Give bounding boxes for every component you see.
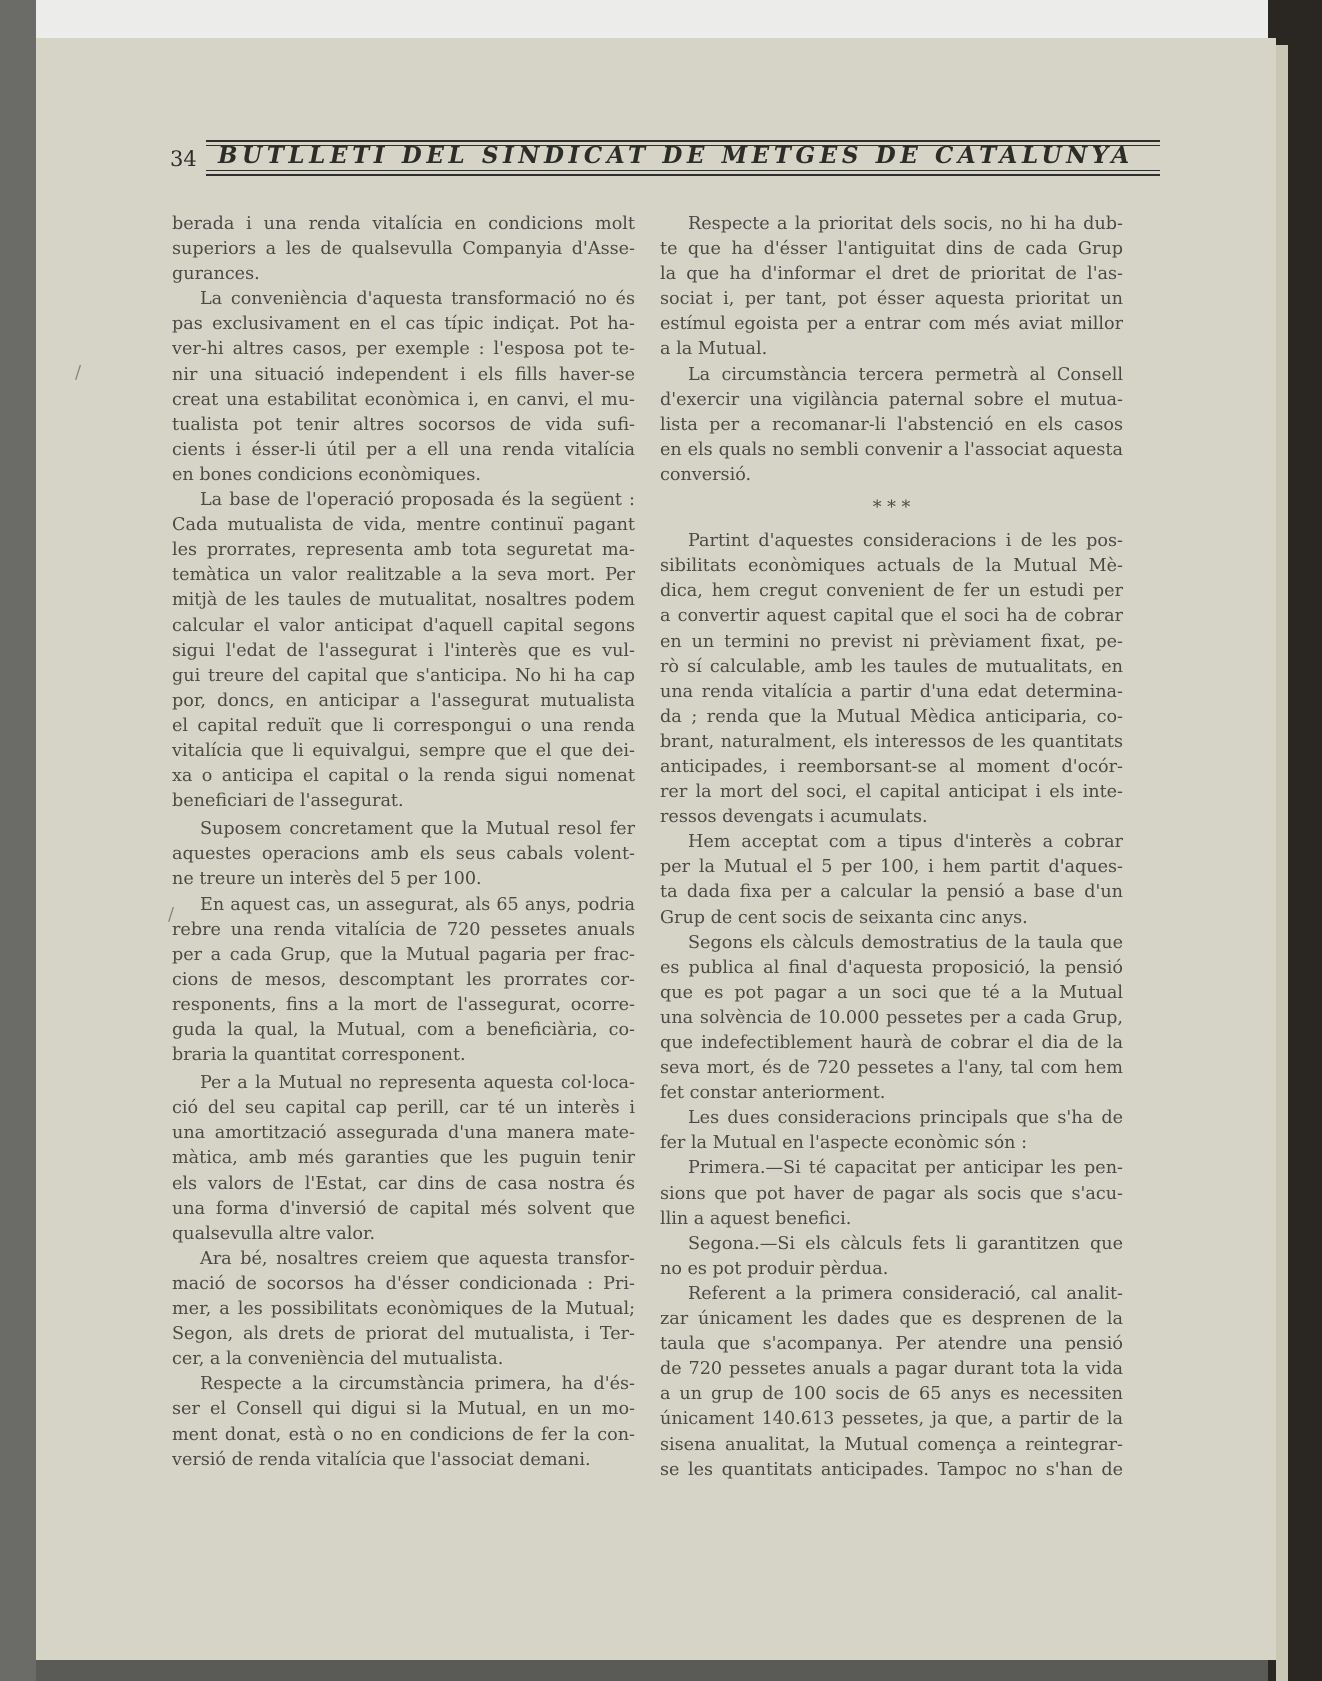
scan-left-margin xyxy=(0,0,36,1681)
text-line: de 720 pessetes anuals a pagar durant tota la vida xyxy=(660,1359,1123,1380)
text-line: Respecte a la prioritat dels socis, no hi ha dub- xyxy=(688,214,1123,234)
text-line: aquestes operacions amb els seus cabals volent- xyxy=(172,844,635,865)
text-line: ressos devengats i acumulats. xyxy=(660,807,928,828)
text-line: per a cada Grup, que la Mutual pagaria per frac- xyxy=(172,944,635,965)
text-line: per la Mutual el 5 per 100, i hem partit d'aques- xyxy=(660,857,1123,878)
text-line: Referent a la primera consideració, cal analit- xyxy=(688,1283,1123,1304)
text-line: que es pot pagar a un soci que té a la Mutual xyxy=(660,982,1123,1003)
text-line: responents, fins a la mort de l'assegurat, ocorre- xyxy=(172,994,635,1015)
text-line: zar únicament les dades que es desprenen de la xyxy=(660,1309,1123,1330)
text-line: llin a aquest benefici. xyxy=(660,1208,852,1229)
text-line: Segon, als drets de priorat del mutualista, i Ter- xyxy=(172,1324,635,1345)
text-line: Grup de cent socis de seixanta cinc anys. xyxy=(660,907,1028,928)
text-line: La conveniència d'aquesta transformació no és xyxy=(200,289,635,310)
text-line: d'exercir una vigilància paternal sobre el mutua- xyxy=(660,389,1123,410)
text-line: sigui l'edat de l'assegurat i l'interès que es vul- xyxy=(172,640,635,661)
text-line: temàtica un valor realitzable a la seva mort. Per xyxy=(172,565,635,586)
text-line: Primera.—Si té capacitat per anticipar les pen- xyxy=(688,1158,1123,1179)
text-line: cer, a la conveniència del mutualista. xyxy=(172,1349,504,1370)
text-line: fet constar anteriorment. xyxy=(660,1083,886,1104)
text-line: una amortització assegurada d'una manera mate- xyxy=(172,1123,635,1144)
text-line: Segons els càlculs demostratius de la taula que xyxy=(688,932,1123,953)
text-line: Ara bé, nosaltres creiem que aquesta transfor- xyxy=(200,1248,635,1269)
text-line: fer la Mutual en l'aspecte econòmic són : xyxy=(660,1133,1028,1154)
text-line: ser el Consell qui digui si la Mutual, en un mo- xyxy=(172,1399,635,1420)
text-line: beneficiari de l'assegurat. xyxy=(172,791,404,812)
scan-top-margin xyxy=(0,0,1322,40)
text-line: únicament 140.613 pessetes, ja que, a partir de la xyxy=(660,1409,1123,1430)
text-line: sociat i, per tant, pot ésser aquesta prioritat un xyxy=(660,289,1123,310)
text-line: a la Mutual. xyxy=(660,339,768,360)
text-line: sisena anualitat, la Mutual comença a reintegrar- xyxy=(660,1434,1123,1455)
left-text-column xyxy=(172,212,635,1473)
text-line: Cada mutualista de vida, mentre continuï pagant xyxy=(172,515,635,536)
text-line: dica, hem cregut convenient de fer un estudi per xyxy=(660,581,1123,602)
text-line: ver-hi altres casos, per exemple : l'esposa pot te- xyxy=(172,339,635,360)
text-line: les prorrates, representa amb tota seguretat ma- xyxy=(172,540,635,561)
text-line: una renda vitalícia a partir d'una edat determina- xyxy=(660,681,1123,702)
text-line: berada i una renda vitalícia en condicions molt xyxy=(172,214,635,234)
text-line: braria la quantitat corresponent. xyxy=(172,1045,466,1066)
margin-pencil-mark: / xyxy=(168,904,175,925)
text-line: Per a la Mutual no representa aquesta col·loca- xyxy=(200,1073,635,1094)
text-line: se les quantitats anticipades. Tampoc no s'han de xyxy=(660,1459,1123,1480)
text-line: es publica al final d'aquesta proposició, la pensió xyxy=(660,957,1123,978)
text-line: mer, a les possibilitats econòmiques de la Mutual; xyxy=(172,1299,635,1320)
text-line: tualista pot tenir altres socorsos de vida sufi- xyxy=(172,414,635,435)
text-line: els valors de l'Estat, car dins de casa nostra és xyxy=(172,1173,635,1194)
text-line: cions de mesos, descomptant les prorrates cor- xyxy=(172,969,635,990)
header-bottom-rule-thin xyxy=(206,170,1160,171)
text-line: Suposem concretament que la Mutual resol fer xyxy=(200,819,635,840)
text-line: gurances. xyxy=(172,264,260,285)
text-line: sibilitats econòmiques actuals de la Mutual Mè- xyxy=(660,556,1123,577)
text-line: cients i ésser-li útil per a ell una renda vitalícia xyxy=(172,439,635,460)
text-line: en un termini no previst ni prèviament fixat, pe- xyxy=(660,631,1123,652)
text-line: qualsevulla altre valor. xyxy=(172,1223,376,1244)
text-line: a convertir aquest capital que el soci ha de cobrar xyxy=(660,606,1123,627)
page-number: 34 xyxy=(170,147,197,171)
text-line: rebre una renda vitalícia de 720 pessetes anuals xyxy=(172,919,635,940)
text-line: que indefectiblement haurà de cobrar el dia de la xyxy=(660,1033,1123,1053)
header-bottom-rule xyxy=(206,174,1160,176)
text-line: ne treure un interès del 5 per 100. xyxy=(172,869,482,890)
text-line: superiors a les de qualsevulla Companyia d'Asse- xyxy=(172,239,635,260)
text-line: xa o anticipa el capital o la renda sigui nomenat xyxy=(172,766,635,787)
text-line: mitjà de les taules de mutualitat, nosaltres podem xyxy=(172,590,635,611)
text-line: estímul egoista per a entrar com més aviat millor xyxy=(660,314,1123,335)
text-line: màtica, amb més garanties que les puguin tenir xyxy=(172,1148,635,1169)
text-line: guda la qual, la Mutual, com a beneficiària, co- xyxy=(172,1020,635,1040)
text-line: Segona.—Si els càlculs fets li garantitzen que xyxy=(688,1233,1123,1254)
text-line: seva mort, és de 720 pessetes a l'any, tal com hem xyxy=(660,1058,1123,1079)
text-line: creat una estabilitat econòmica i, en canvi, el mu- xyxy=(172,389,635,410)
text-line: Les dues consideracions principals que s'ha de xyxy=(688,1108,1123,1129)
text-line: una forma d'inversió de capital més solvent que xyxy=(172,1198,635,1219)
text-line: versió de renda vitalícia que l'associat demani. xyxy=(172,1449,591,1470)
text-line: La base de l'operació proposada és la següent : xyxy=(200,490,635,511)
text-line: rer la mort del soci, el capital anticipat i els inte- xyxy=(660,782,1123,803)
section-separator: * * * xyxy=(872,498,911,519)
text-line: Respecte a la circumstància primera, ha d'és- xyxy=(200,1374,635,1395)
journal-title: BUTLLETI DEL SINDICAT DE METGES DE CATALUNYA xyxy=(218,142,1134,169)
text-line: el capital reduït que li correspongui o una renda xyxy=(172,715,635,736)
text-line: sions que pot haver de pagar als socis que s'acu- xyxy=(660,1183,1123,1204)
text-line: da ; renda que la Mutual Mèdica anticiparia, co- xyxy=(660,706,1123,727)
right-text-column xyxy=(660,212,1123,1483)
text-line: a un grup de 100 socis de 65 anys es necessiten xyxy=(660,1384,1123,1405)
text-line: en els quals no sembli convenir a l'associat aquesta xyxy=(660,439,1123,460)
text-line: en bones condicions econòmiques. xyxy=(172,464,481,485)
text-line: La circumstància tercera permetrà al Consell xyxy=(688,364,1123,385)
text-line: una solvència de 10.000 pessetes per a cada Grup, xyxy=(660,1007,1123,1028)
text-line: conversió. xyxy=(660,464,752,485)
text-line: ta dada fixa per a calcular la pensió a base d'un xyxy=(660,882,1123,903)
text-line: gui treure del capital que s'anticipa. No hi ha cap xyxy=(172,665,635,686)
text-line: ció del seu capital cap perill, car té un interès i xyxy=(172,1098,635,1119)
text-line: ment donat, està o no en condicions de fer la con- xyxy=(172,1424,635,1445)
text-line: la que ha d'informar el dret de prioritat de l'as- xyxy=(660,264,1123,285)
text-line: por, doncs, en anticipar a l'assegurat mutualista xyxy=(172,690,635,711)
text-line: brant, naturalment, els interessos de les quantitats xyxy=(660,731,1123,752)
text-line: lista per a recomanar-li l'abstenció en els casos xyxy=(660,414,1123,435)
text-line: pas exclusivament en el cas típic indiçat. Pot ha- xyxy=(172,314,635,335)
next-page-edge xyxy=(1276,45,1288,1681)
margin-pencil-mark: / xyxy=(75,362,82,383)
text-line: no es pot produir pèrdua. xyxy=(660,1258,889,1279)
text-line: calcular el valor anticipat d'aquell capital segons xyxy=(172,615,635,636)
text-line: te que ha d'ésser l'antiguitat dins de cada Grup xyxy=(660,239,1123,260)
text-line: Hem acceptat com a tipus d'interès a cobrar xyxy=(688,832,1123,853)
text-line: vitalícia que li equivalgui, sempre que el que dei- xyxy=(172,740,635,761)
text-line: anticipades, i reemborsant-se al moment d'ocór- xyxy=(660,756,1123,777)
text-line: mació de socorsos ha d'ésser condicionada : Pri- xyxy=(172,1273,635,1294)
text-line: En aquest cas, un assegurat, als 65 anys, podria xyxy=(200,894,635,915)
running-header xyxy=(170,92,1160,178)
text-line: taula que s'acompanya. Per atendre una pensió xyxy=(660,1334,1123,1355)
text-line: Partint d'aquestes consideracions i de les pos- xyxy=(688,531,1123,552)
text-line: nir una situació independent i els fills haver-se xyxy=(172,364,635,385)
text-line: rò sí calculable, amb les taules de mutualitats, en xyxy=(660,656,1123,677)
